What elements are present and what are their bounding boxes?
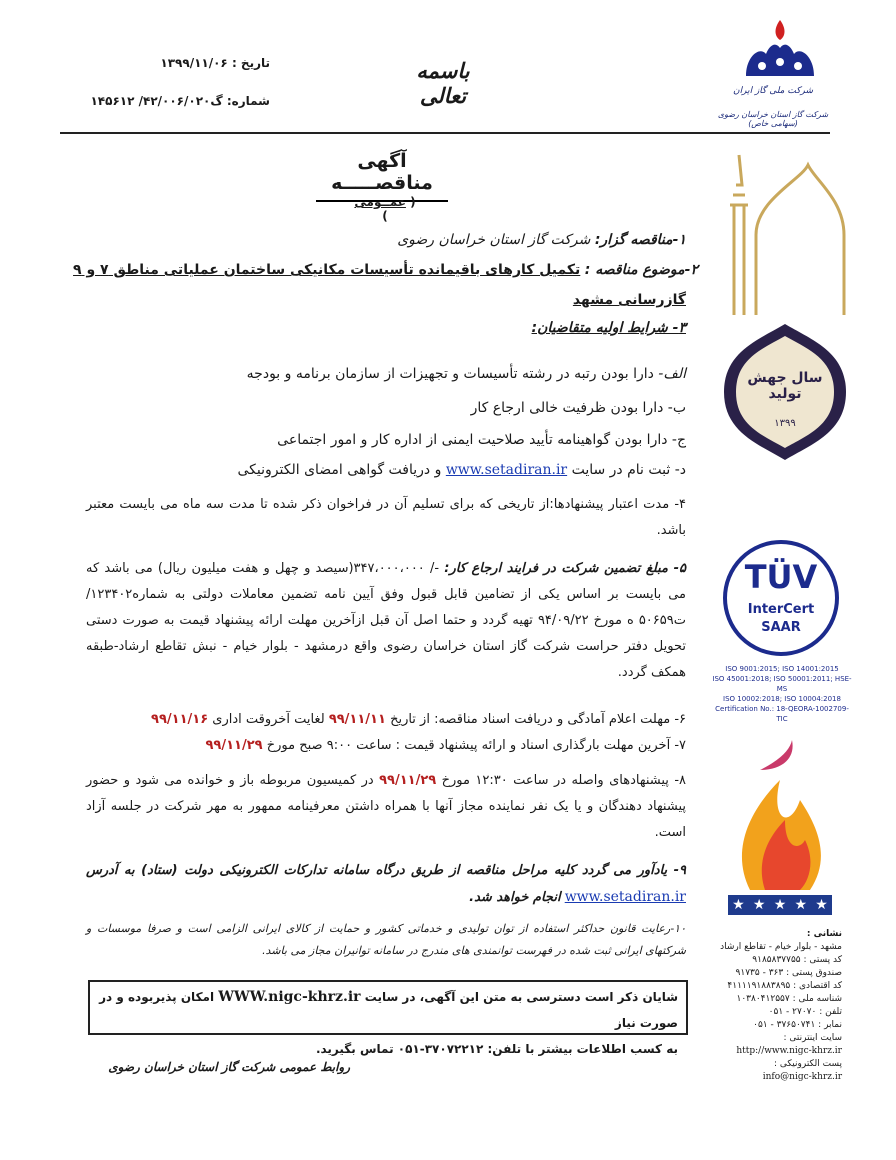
item-4: ۴- مدت اعتبار پیشنهادها:از تاریخی که برای تسلیم آن در فراخوان ذکر شده تا مدت سه ماه می بایست معتبر باشد. [86,497,686,538]
number-line [40,94,270,108]
po-box: صندوق پستی : ۳۶۳ - ۹۱۷۳۵ [735,968,842,978]
notice-box [88,980,688,1056]
website-link[interactable]: http://www.nigc-khrz.ir [736,1046,842,1056]
item-10: ۱۰-رعایت قانون حداکثر استفاده از توان تولیدی و خدماتی کشور و حمایت از کالای ایرانی الزامی است و صرفا موسسات و شرکتهای ایرانی ثبت شده در فهرست توانمندی های مندرج در سامانه توانیران مجاز می باشد. [86,922,686,957]
email-link[interactable]: info@nigc-khrz.ir [762,1072,842,1082]
contact-block [710,928,842,1084]
economic-code: کد اقتصادی : ۴۱۱۱۱۹۱۸۸۳۸۹۵ [727,981,842,991]
item-2-label: ۲-موضوع مناقصه : [584,262,698,278]
star-icon: ★ [773,897,787,913]
item-6-text-b: لغایت آخروقت اداری [212,712,325,727]
item-8 [86,768,686,846]
item-2-value-cont: گازرسانی مشهد [572,292,686,308]
cond-dal-text-b: و دریافت گواهی امضای الکترونیکی [237,462,442,478]
cert-number: Certification No.: 18-QEORA-1002709-TIC [715,705,849,723]
header-divider [60,132,830,134]
badge-year: ۱۳۹۹ [774,418,796,429]
nigc-site-link[interactable]: WWW.nigc-khrz.ir [218,989,361,1005]
badge-title: سال جهش تولید [747,370,823,402]
logo-company-sub: شرکت گاز استان خراسان رضوی (سهامی خاص) [717,110,829,128]
item-8-text-a: ۸- پیشنهادهای واصله در ساعت ۱۲:۳۰ مورخ [441,773,686,788]
item-6 [86,712,686,727]
shrine-ornament [716,145,846,315]
item-1-value: شرکت گاز استان خراسان رضوی [397,232,591,248]
tuv-main: TÜV [744,558,818,596]
item-6-text-a: ۶- مهلت اعلام آمادگی و دریافت اسناد مناقصه: از تاریخ [390,712,686,727]
star-icon: ★ [815,897,828,913]
item-8-text-b: در کمیسیون مربوطه باز و خوانده می شود و حضور پیشنهاد دهندگان و یا یک نفر نماینده مجاز آنها با همراه داشتن معرفینامه ممهور به مهر شرکت در جلسه آزاد است. [86,773,686,840]
item-9-text-a: ۹- یادآور می گردد کلیه مراحل مناقصه از طریق درگاه سامانه تدارکات الکترونیکی دولت (ستاد) به آدرس [86,863,686,878]
item-3 [86,320,686,336]
excellence-award [730,740,830,890]
date-label: تاریخ : [231,56,270,70]
notice-text-a: شایان ذکر است دسترسی به متن این آگهی، در سایت [364,990,678,1004]
cond-be: ب- دارا بودن ظرفیت خالی ارجاع کار [470,400,686,416]
notice-text-b: امکان پذیربوده و در صورت نیاز [99,990,678,1030]
item-9 [86,858,686,911]
star-icon: ★ [794,897,808,913]
production-leap-badge [722,322,848,462]
tuv-certificate [716,540,846,670]
item-2-cont [86,292,686,308]
page-subtitle: ( عمــومی ) [354,195,416,223]
address: مشهد - بلوار خیام - تقاطع ارشاد [720,942,842,952]
item-7-date: ۹۹/۱۱/۲۹ [205,738,263,753]
nigc-flame-logo-icon [720,18,840,88]
item-8-date: ۹۹/۱۱/۲۹ [379,773,437,788]
basmeh-heading: باسمه تعالی [416,58,470,108]
postal-code: کد پستی : ۹۱۸۵۸۳۷۷۵۵ [752,955,842,965]
item-5 [86,556,686,686]
iso-line-1: ISO 9001:2015; ISO 14001:2015 [725,665,839,673]
item-9-link[interactable]: www.setadiran.ir [564,889,686,905]
iso-list [712,664,852,724]
item-1-label: ۱-مناقصه گزار: [594,232,686,248]
signature: روابط عمومی شرکت گاز استان خراسان رضوی [108,1060,350,1074]
item-7-text: ۷- آخرین مهلت بارگذاری اسناد و ارائه پیشنهاد قیمت : ساعت ۹:۰۰ صبح مورخ [266,738,686,753]
cond-alef-text: دارا بودن رتبه در رشته تأسیسات و تجهیزات از سازمان برنامه و بودجه [246,366,654,382]
tuv-intercert: InterCert [747,602,815,617]
cond-alef-label: الف- [658,366,686,382]
cond-dal [86,462,686,478]
item-2-value: تکمیل کارهای باقیمانده تأسیسات مکانیکی ساختمان عملیاتی مناطق ۷ و ۹ [73,262,581,278]
item-9-text-b: انجام خواهد شد. [469,890,561,905]
item-2 [73,262,698,278]
cond-dal-text-a: د- ثبت نام در سایت [571,462,686,478]
number-label: شماره: [226,94,270,108]
star-icon: ★ [732,897,745,913]
item-5-text: -/ ۳۴۷،۰۰۰،۰۰۰(سیصد و چهل و هفت میلیون ریال) می باشد که می بایست بر اساس یکی از تضامین قابل قبول وفق آیین نامه تضمین معاملات دولتی به شماره۱۲۳۴۰۲/ت۵۰۶۵۹ ه مورخ ۹۴/۰۹/۲۲ تهیه گردد و حتما اصل آن قبل ازآخرین مهلت ارائه پیشنهاد قیمت به صورت دستی تحویل دفتر حراست شرکت گاز استان خراسان رضوی واقع درمشهد - بلوار خیام - نبش تقاطع ارشاد-طبقه همکف گردد. [86,561,686,680]
website-label: سایت اینترنتی : [783,1033,842,1043]
notice-line-2: به کسب اطلاعات بیشتر با تلفن: ۳۷۰۷۲۲۱۲-۰۵۱ تماس بگیرید. [315,1042,678,1056]
logo-company-name: شرکت ملی گاز ایران [733,86,813,96]
email-label: پست الکترونیکی : [773,1059,842,1069]
notice-line-1 [98,984,678,1036]
fax: نمابر : ۳۷۶۵۰۷۴۱ - ۰۵۱ [753,1020,842,1030]
cond-alef [86,366,686,382]
tuv-saar: SAAR [761,620,801,635]
five-star-rating [728,895,832,915]
address-label: نشانی : [806,929,842,939]
national-id: شناسه ملی : ۱۰۳۸۰۴۱۲۵۵۷ [736,994,842,1004]
date-value: ۱۳۹۹/۱۱/۰۶ [160,56,228,70]
shrine-dome-icon [716,145,846,315]
page-title: آگهی مناقصـــــه [316,150,448,202]
iso-line-3: ISO 10002:2018; ISO 10004:2018 [723,695,841,703]
item-1 [86,232,686,248]
subtitle-text: عمــومی [354,195,406,209]
award-flame-icon [730,740,830,890]
number-value: گ۴۲/۰۰۶/۰۲۰/ ۱۴۵۶۱۲ [90,94,223,108]
date-line [80,56,270,70]
item-6-date-from: ۹۹/۱۱/۱۱ [328,712,386,727]
item-5-label: ۵- مبلغ تضمین شرکت در فرایند ارجاع کار: [444,561,686,576]
phone: تلفن : ۲۷۰۷۰ - ۰۵۱ [768,1007,842,1017]
setadiran-link[interactable]: www.setadiran.ir [445,462,568,478]
iso-line-2: ISO 45001:2018; ISO 50001:2011; HSE-MS [712,675,852,693]
item-6-date-to: ۹۹/۱۱/۱۶ [151,712,209,727]
item-7 [86,738,686,753]
cond-jim: ج- دارا بودن گواهینامه تأیید صلاحیت ایمنی از اداره کار و امور اجتماعی [277,432,686,448]
star-icon: ★ [752,897,766,913]
item-3-label: ۳- شرایط اولیه متقاضیان: [531,320,686,336]
